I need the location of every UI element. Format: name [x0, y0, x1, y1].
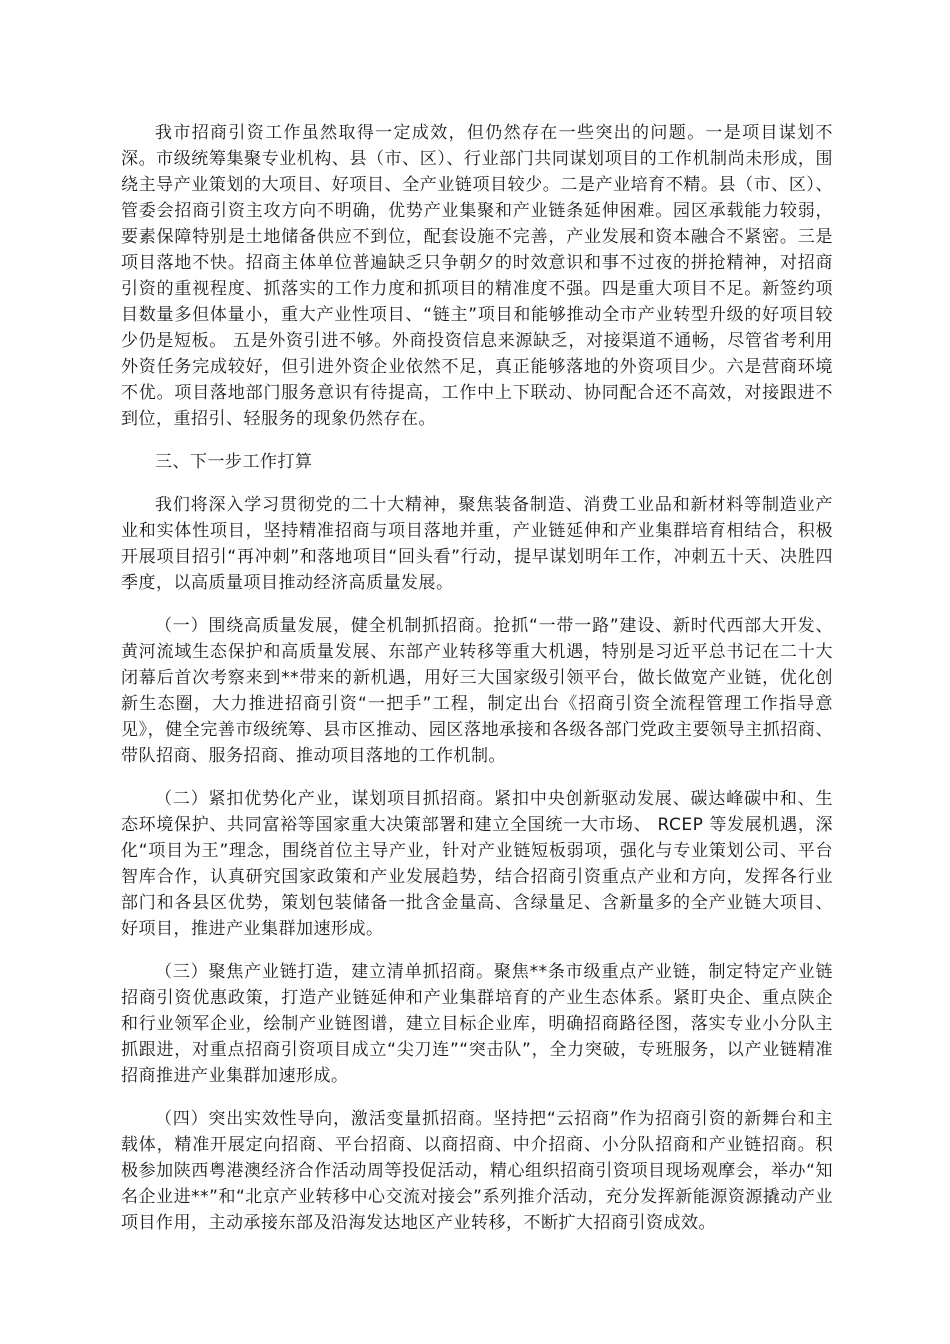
- paragraph-item-4: （四）突出实效性导向，激活变量抓招商。坚持把“云招商”作为招商引资的新舞台和主载体，精准开展定向招商、平台招商、以商招商、中介招商、小分队招商和产业链招商。积极参加陕西粤港澳经济合作活动周等投促活动，精心组织招商引资项目现场观摩会，举办“知名企业进**”和“北京产业转移中心交流对接会”系列推介活动，充分发挥新能源资源撬动产业项目作用，主动承接东部及沿海发达地区产业转移，不断扩大招商引资成效。: [121, 1109, 833, 1233]
- paragraph-item-3: （三）聚焦产业链打造，建立清单抓招商。聚焦**条市级重点产业链，制定特定产业链招商引资优惠政策，打造产业链延伸和产业集群培育的产业生态体系。紧盯央企、重点陕企和行业领军企业，绘制产业链图谱，建立目标企业库，明确招商路径图，落实专业小分队主抓跟进，对重点招商引资项目成立“尖刀连”“突击队”，全力突破，专班服务，以产业链精准招商推进产业集群加速形成。: [121, 962, 833, 1086]
- paragraph-overview: 我们将深入学习贯彻党的二十大精神，聚焦装备制造、消费工业品和新材料等制造业产业和实体性项目，坚持精准招商与项目落地并重，产业链延伸和产业集群培育相结合，积极开展项目招引“再冲刺”和落地项目“回头看”行动，提早谋划明年工作，冲刺五十天、决胜四季度，以高质量项目推动经济高质量发展。: [121, 495, 833, 593]
- document-body: [121, 120, 833, 1253]
- section-heading-next-steps: 三、下一步工作打算: [155, 452, 313, 472]
- paragraph-item-2: （二）紧扣优势化产业，谋划项目抓招商。紧扣中央创新驱动发展、碳达峰碳中和、生态环境保护、共同富裕等国家重大决策部署和建立全国统一大市场、 RCEP 等发展机遇，深化“项目为王”理念，围绕首位主导产业，针对产业链短板弱项，强化与专业策划公司、平台智库合作，认真研究国家政策和产业发展趋势，结合招商引资重点产业和方向，发挥各行业部门和各县区优势，策划包装储备一批含金量高、含绿量足、含新量多的全产业链大项目、好项目，推进产业集群加速形成。: [121, 789, 833, 939]
- paragraph-item-1: （一）围绕高质量发展，健全机制抓招商。抢抓“一带一路”建设、新时代西部大开发、黄河流域生态保护和高质量发展、东部产业转移等重大机遇，特别是习近平总书记在二十大闭幕后首次考察来到**带来的新机遇，用好三大国家级引领平台，做长做宽产业链，优化创新生态圈，大力推进招商引资“一把手”工程，制定出台《招商引资全流程管理工作指导意见》，健全完善市级统筹、县市区推动、园区落地承接和各级各部门党政主要领导主抓招商、带队招商、服务招商、推动项目落地的工作机制。: [121, 616, 833, 766]
- paragraph-problems: 我市招商引资工作虽然取得一定成效，但仍然存在一些突出的问题。一是项目谋划不深。市级统筹集聚专业机构、县（市、区）、行业部门共同谋划项目的工作机制尚未形成，围绕主导产业策划的大项目、好项目、全产业链项目较少。二是产业培育不精。县（市、区）、管委会招商引资主攻方向不明确，优势产业集聚和产业链条延伸困难。园区承载能力较弱，要素保障特别是土地储备供应不到位，配套设施不完善，产业发展和资本融合不紧密。三是项目落地不快。招商主体单位普遍缺乏只争朝夕的时效意识和事不过夜的拼抢精神，对招商引资的重视程度、抓落实的工作力度和抓项目的精准度不强。四是重大项目不足。新签约项目数量多但体量小，重大产业性项目、“链主”项目和能够推动全市产业转型升级的好项目较少仍是短板。 五是外资引进不够。外商投资信息来源缺乏，对接渠道不通畅，尽管省考利用外资任务完成较好，但引进外资企业依然不足，真正能够落地的外资项目少。六是营商环境不优。项目落地部门服务意识有待提高，工作中上下联动、协同配合还不高效，对接跟进不到位，重招引、轻服务的现象仍然存在。: [121, 123, 833, 429]
